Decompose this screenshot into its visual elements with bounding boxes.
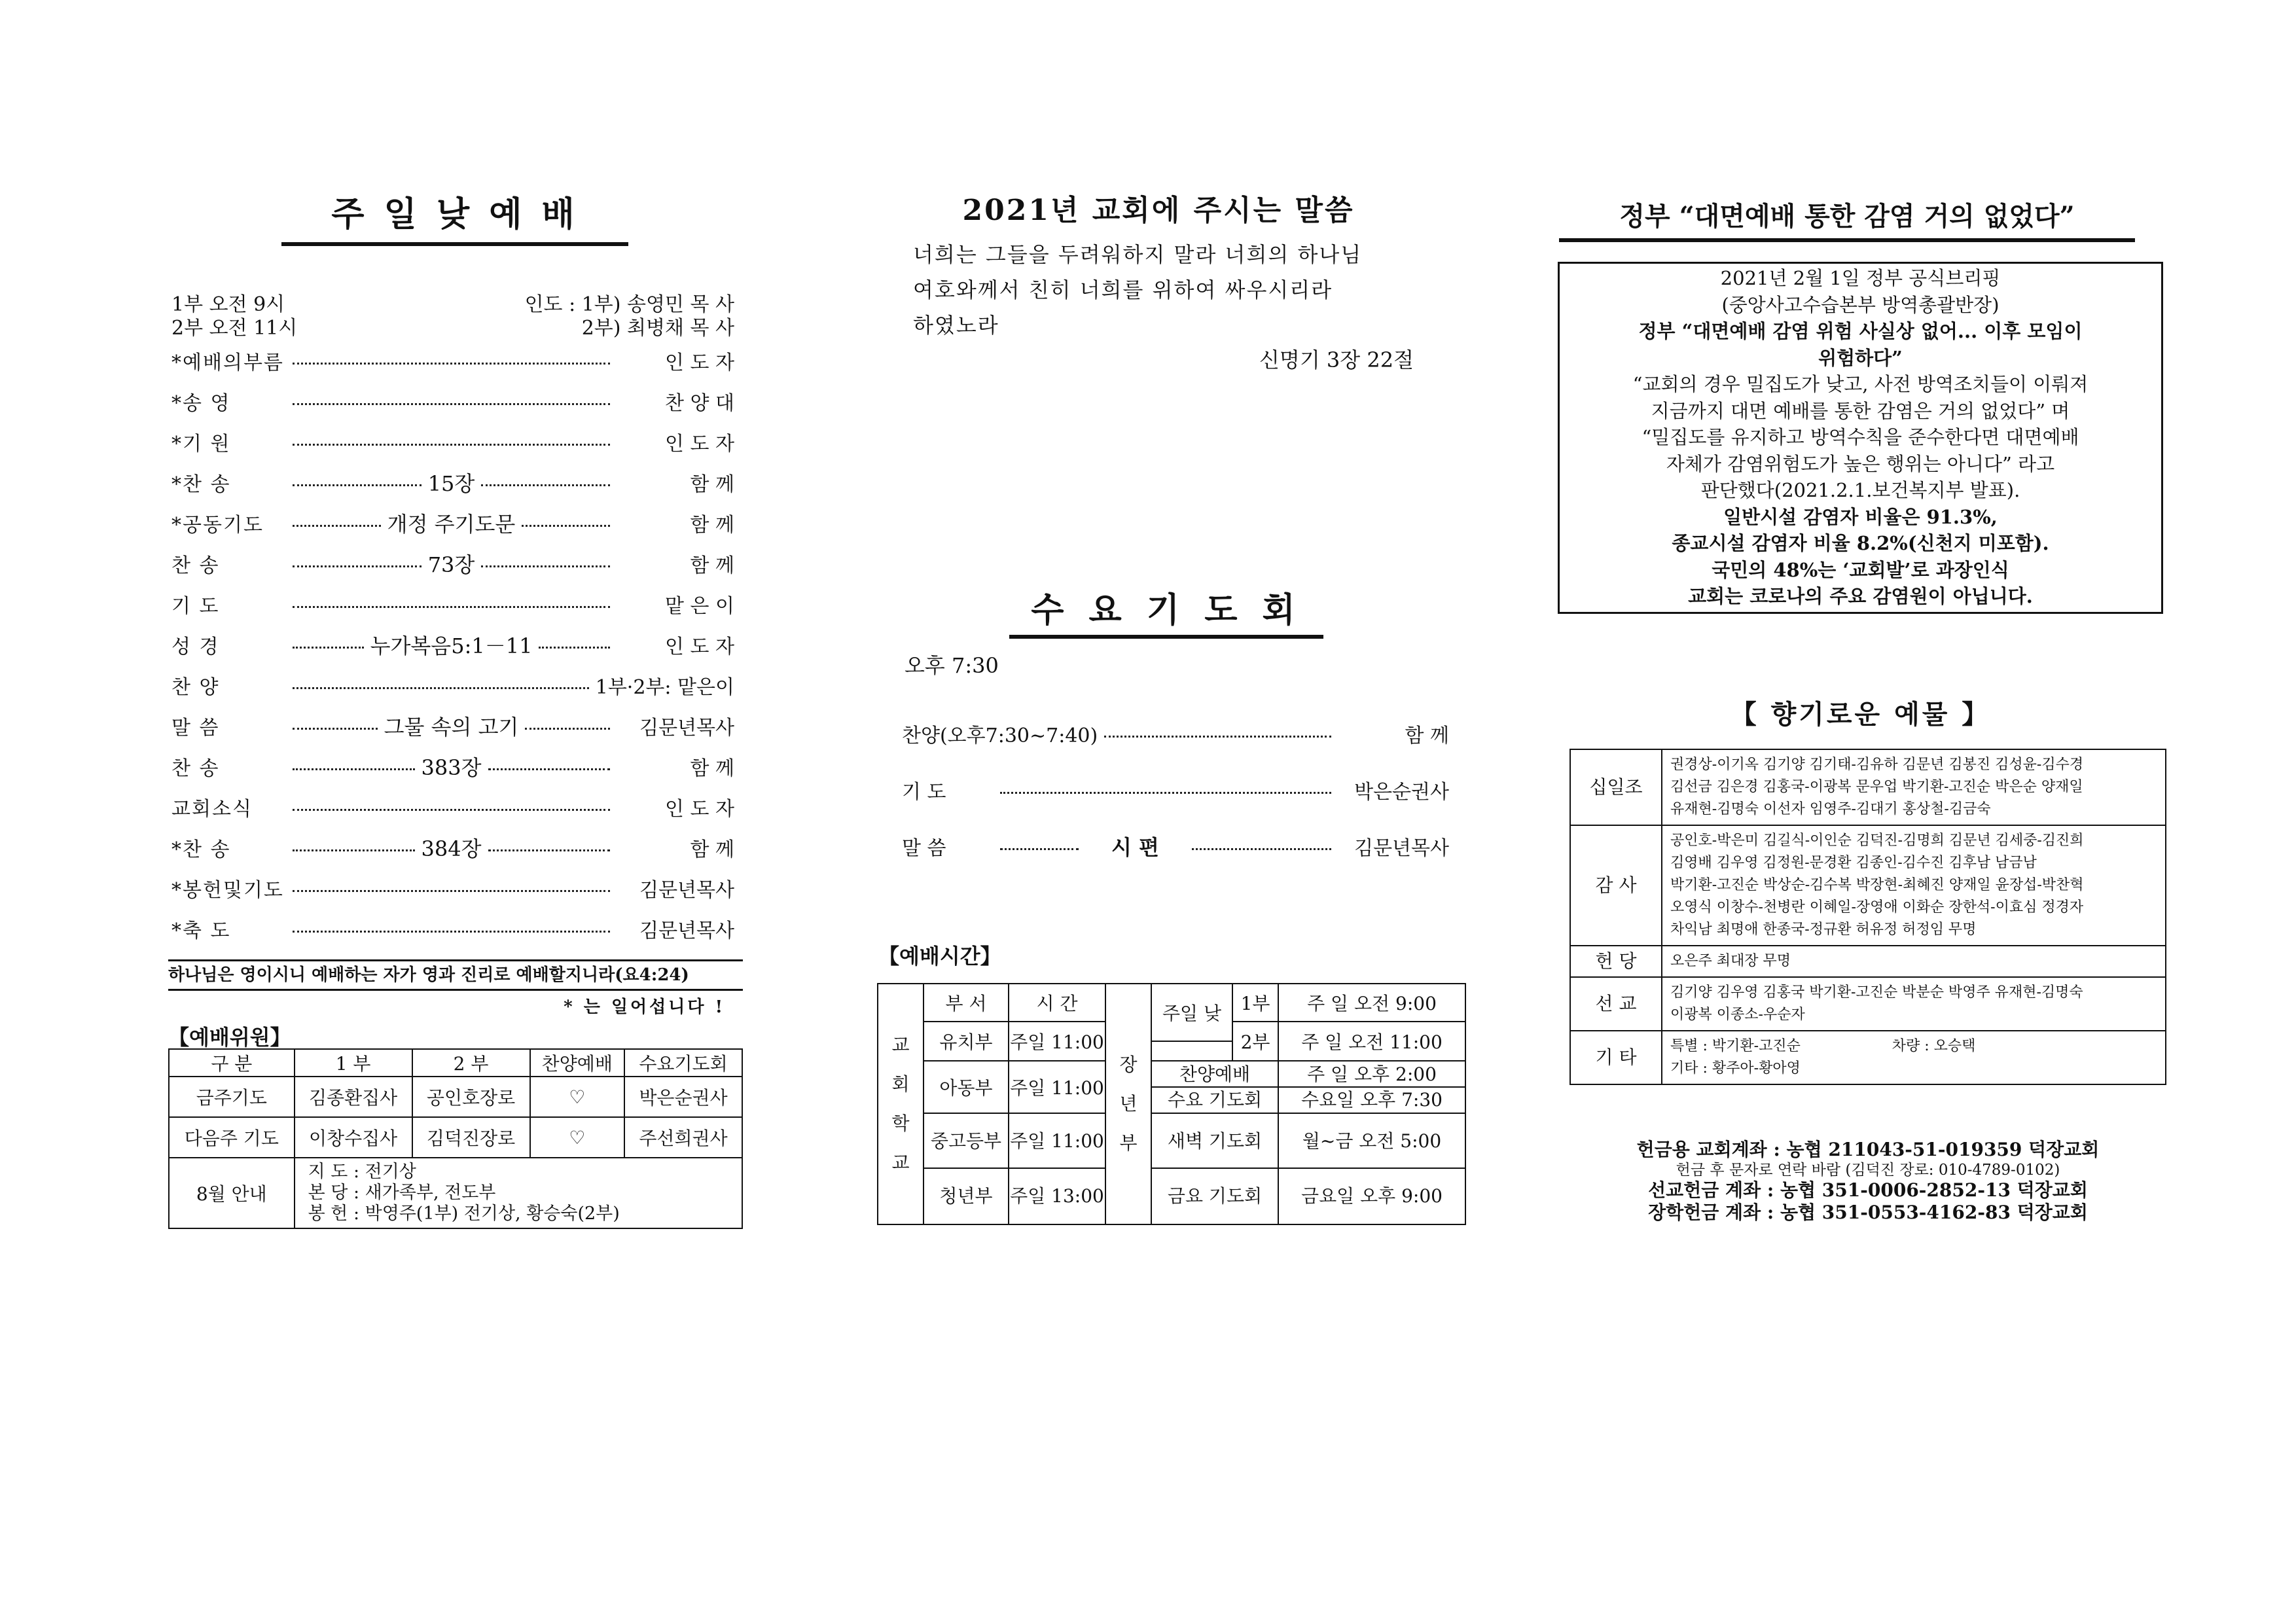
gift-line: 권경상-이기옥 김기양 김기태-김유하 김문년 김봉진 김성윤-김수경 bbox=[1670, 757, 2084, 773]
order-item bbox=[171, 665, 734, 705]
gift-names bbox=[1662, 825, 2166, 946]
order-item-person: 1부·2부: 맡은이 bbox=[595, 676, 734, 699]
gift-line: 유재현-김명숙 이선자 임영주-김대기 홍상철-김금숙 bbox=[1670, 801, 1991, 817]
school-label: 교 회 학 교 bbox=[878, 984, 924, 1224]
year-verse-body bbox=[913, 237, 1362, 343]
order-item-detail: 개정 주기도문 bbox=[387, 512, 516, 537]
account-line: 장학헌금 계좌 : 농협 351-0553-4162-83 덕장교회 bbox=[1648, 1202, 2088, 1223]
order-item bbox=[171, 543, 734, 584]
order-item-person: 인 도 자 bbox=[664, 635, 734, 658]
year-verse-line: 하였노라 bbox=[913, 313, 999, 338]
adult-cell: 주 일 오후 2:00 bbox=[1279, 1061, 1465, 1088]
gift-line: 이광복 이종소-우순자 bbox=[1670, 1007, 1805, 1023]
order-item-label: *찬 송 bbox=[171, 473, 231, 496]
gift-table bbox=[1570, 749, 2166, 1085]
news-line: 종교시설 감염자 비율 8.2%(신천지 미포함). bbox=[1672, 532, 2049, 554]
gift-line: 김선금 김은경 김홍국-이광복 문우업 박기환-고진순 박은순 양재일 bbox=[1670, 779, 2083, 795]
wednesday-item bbox=[902, 770, 1449, 810]
adult-stack bbox=[1151, 1113, 1278, 1224]
committee-table bbox=[168, 1048, 743, 1229]
order-item-detail: 15장 bbox=[427, 471, 475, 496]
order-item bbox=[171, 868, 734, 908]
committee-title: 【예배위원】 bbox=[168, 1025, 291, 1050]
leader-dots bbox=[539, 647, 610, 649]
gift-line: 특별 : 박기환-고진순 차량 : 오승택 bbox=[1670, 1038, 1976, 1054]
wednesday-item-person: 김문년목사 bbox=[1354, 837, 1449, 860]
gift-line: 기타 : 황주아-황아영 bbox=[1670, 1060, 1801, 1077]
news-lines bbox=[1564, 265, 2157, 610]
august-line: 본 당 : 새가족부, 전도부 bbox=[308, 1183, 496, 1203]
news-box bbox=[1558, 262, 2163, 614]
leader-dots bbox=[293, 849, 415, 851]
order-item-detail: 누가복음5:1－11 bbox=[370, 633, 533, 658]
committee-cell: 김종환집사 bbox=[295, 1077, 412, 1117]
gift-row bbox=[1570, 1031, 2166, 1084]
leader-dots bbox=[293, 687, 589, 689]
order-item-person: 함 께 bbox=[690, 757, 734, 780]
news-line: (중앙사고수습본부 방역총괄반장) bbox=[1721, 293, 2000, 316]
news-line: 자체가 감염위험도가 높은 행위는 아니다” 라고 bbox=[1666, 452, 2055, 475]
committee-cell: 이창수집사 bbox=[295, 1117, 412, 1158]
adult-cell: 2부 bbox=[1232, 1022, 1278, 1061]
gift-line: 차익남 최명애 한종국-정규환 허유정 허정임 무명 bbox=[1670, 921, 1977, 938]
gift-row bbox=[1570, 977, 2166, 1031]
wednesday-item-label: 기 도 bbox=[902, 781, 946, 804]
committee-header: 구 분 bbox=[169, 1049, 295, 1077]
wednesday-item-label: 말 씀 bbox=[902, 837, 946, 860]
school-stack bbox=[1009, 1113, 1105, 1224]
leader-dots bbox=[1192, 848, 1331, 850]
order-item-label: *예배의부름 bbox=[171, 351, 284, 374]
order-item-person: 함 께 bbox=[690, 514, 734, 537]
leader-dots bbox=[1104, 736, 1331, 738]
news-line: “밀집도를 유지하고 방역수칙을 준수한다면 대면예배 bbox=[1641, 426, 2079, 448]
order-item-detail: 384장 bbox=[421, 836, 482, 861]
leader-dots bbox=[1000, 792, 1331, 794]
order-item-person: 김문년목사 bbox=[639, 919, 734, 942]
adult-cell: 찬양예배 bbox=[1152, 1061, 1278, 1088]
schedule-table bbox=[877, 983, 1466, 1225]
news-title: 정부 “대면예배 통한 감염 거의 없었다” bbox=[1559, 196, 2135, 242]
stand-note: * 는 일어섭니다 ! bbox=[564, 997, 725, 1017]
gift-line: 오영식 이창수-천병란 이혜일-장영애 이화순 장한석-이효심 정경자 bbox=[1670, 899, 2084, 916]
school-header: 시 간 bbox=[1009, 984, 1105, 1022]
gift-line: 공인호-박은미 김길식-이인순 김덕진-김명희 김문년 김세중-김진희 bbox=[1670, 832, 2084, 849]
leader-dots bbox=[293, 363, 610, 365]
gift-category: 헌 당 bbox=[1570, 946, 1662, 977]
order-item-person: 함 께 bbox=[690, 473, 735, 496]
school-cell: 주일 11:00 bbox=[1009, 1061, 1105, 1113]
august-line: 지 도 : 전기상 bbox=[308, 1162, 416, 1182]
leader-dots bbox=[293, 931, 610, 933]
news-line: 2021년 2월 1일 정부 공식브리핑 bbox=[1720, 267, 2001, 289]
leader-dots bbox=[293, 768, 415, 770]
service-time-first: 1부 오전 9시 bbox=[171, 293, 285, 316]
committee-cell: 공인호장로 bbox=[412, 1077, 530, 1117]
august-info bbox=[295, 1158, 742, 1228]
order-item bbox=[171, 421, 734, 462]
order-item-label: *공동기도 bbox=[171, 514, 264, 537]
committee-header: 찬양예배 bbox=[530, 1049, 624, 1077]
gift-row bbox=[1570, 749, 2166, 825]
schedule-title: 【예배시간】 bbox=[878, 944, 1001, 969]
year-verse-line: 여호와께서 친히 너희를 위하여 싸우시리라 bbox=[913, 277, 1333, 302]
leader-second: 2부) 최병채 목 사 bbox=[581, 317, 734, 340]
year-verse-reference: 신명기 3장 22절 bbox=[1259, 348, 1414, 372]
order-item-person: 인 도 자 bbox=[664, 351, 734, 374]
leader-dots bbox=[481, 484, 610, 486]
adult-cell: 주 일 오전 9:00 bbox=[1278, 984, 1465, 1022]
leader-dots bbox=[293, 647, 364, 649]
committee-header: 2 부 bbox=[412, 1049, 530, 1077]
committee-cell: 다음주 기도 bbox=[169, 1117, 295, 1158]
adult-cell: 금요일 오후 9:00 bbox=[1301, 1185, 1443, 1207]
news-line: 일반시설 감염자 비율은 91.3%, bbox=[1723, 505, 1998, 528]
school-cell: 중고등부 bbox=[924, 1114, 1008, 1169]
leader-first: 인도 : 1부) 송영민 목 사 bbox=[524, 293, 734, 316]
year-verse-line: 너희는 그들을 두려워하지 말라 너희의 하나님 bbox=[913, 242, 1363, 267]
school-cell: 유치부 bbox=[924, 1022, 1009, 1061]
leader-dots bbox=[293, 606, 610, 608]
order-item-label: 말 씀 bbox=[171, 717, 220, 740]
gift-names bbox=[1662, 1031, 2166, 1084]
order-item-label: 성 경 bbox=[171, 635, 220, 658]
committee-header: 수요기도회 bbox=[624, 1049, 742, 1077]
order-item-person: 김문년목사 bbox=[639, 879, 734, 902]
account-line: 헌금용 교회계좌 : 농협 211043-51-019359 덕장교회 bbox=[1636, 1139, 2100, 1160]
order-item-person: 맡 은 이 bbox=[664, 595, 734, 618]
order-item-label: *축 도 bbox=[171, 919, 231, 942]
august-line: 봉 헌 : 박영주(1부) 전기상, 황승숙(2부) bbox=[308, 1204, 620, 1224]
leader-dots bbox=[293, 484, 422, 486]
gift-names bbox=[1662, 946, 2166, 977]
adult-cell: 금요 기도회 bbox=[1167, 1185, 1263, 1207]
adult-label: 장 년 부 bbox=[1105, 984, 1151, 1224]
order-item-label: 찬 양 bbox=[171, 676, 220, 699]
service-time-second: 2부 오전 11시 bbox=[171, 317, 298, 340]
gift-line: 김기양 김우영 김홍국 박기환-고진순 박분순 박영주 유재현-김명숙 bbox=[1670, 984, 2083, 1001]
news-line: 정부 “대면예배 감염 위험 사실상 없어... 이후 모임이 bbox=[1638, 320, 2083, 342]
order-item bbox=[171, 787, 734, 827]
order-item bbox=[171, 340, 734, 381]
leader-dots bbox=[488, 768, 611, 770]
order-item-person: 김문년목사 bbox=[639, 717, 735, 740]
committee-header: 1 부 bbox=[295, 1049, 412, 1077]
adult-stack bbox=[1278, 1113, 1465, 1224]
wednesday-item bbox=[902, 713, 1449, 754]
account-line: 선교헌금 계좌 : 농협 351-0006-2852-13 덕장교회 bbox=[1648, 1179, 2088, 1201]
news-line: 판단했다(2021.2.1.보건복지부 발표). bbox=[1700, 479, 2020, 501]
leader-dots bbox=[1000, 848, 1079, 850]
adult-cell: 주일 낮 bbox=[1151, 984, 1232, 1041]
order-item bbox=[171, 908, 734, 949]
committee-cell: 금주기도 bbox=[169, 1077, 295, 1117]
school-cell: 주일 11:00 bbox=[1009, 1022, 1105, 1061]
order-item bbox=[171, 462, 734, 503]
year-verse-title: 2021년 교회에 주시는 말씀 bbox=[962, 194, 1355, 227]
committee-cell: ♡ bbox=[530, 1117, 624, 1158]
school-cell: 주일 13:00 bbox=[1010, 1185, 1104, 1207]
gift-category: 기 타 bbox=[1570, 1031, 1662, 1084]
leader-dots bbox=[293, 728, 378, 730]
accounts-box bbox=[1570, 1139, 2166, 1224]
order-item bbox=[171, 624, 734, 665]
order-item-label: 찬 송 bbox=[171, 554, 220, 577]
gift-names bbox=[1662, 977, 2166, 1031]
order-item bbox=[171, 381, 734, 421]
adult-cell: 수요 기도회 bbox=[1167, 1089, 1263, 1111]
news-line: 교회는 코로나의 주요 감염원이 아닙니다. bbox=[1688, 585, 2033, 607]
leader-dots bbox=[522, 525, 610, 527]
wednesday-title: 수 요 기 도 회 bbox=[1009, 588, 1323, 639]
bible-verse: 하나님은 영이시니 예배하는 자가 영과 진리로 예배할지니라(요4:24) bbox=[168, 959, 743, 991]
wednesday-item bbox=[902, 826, 1449, 866]
order-item-person: 함 께 bbox=[690, 554, 735, 577]
gift-line: 오은주 최대장 무명 bbox=[1670, 953, 1791, 969]
news-line: 지금까지 대면 예배를 통한 감염은 거의 없었다” 며 bbox=[1651, 399, 2070, 422]
news-line: “교회의 경우 밀집도가 낮고, 사전 방역조치들이 이뤄져 bbox=[1632, 373, 2089, 395]
august-label: 8월 안내 bbox=[169, 1158, 295, 1228]
news-line: 위험하다” bbox=[1818, 346, 1903, 369]
order-item-label: 찬 송 bbox=[171, 757, 220, 780]
order-item-label: *봉헌및기도 bbox=[171, 879, 284, 902]
gift-row bbox=[1570, 825, 2166, 946]
order-item bbox=[171, 746, 734, 787]
gift-category: 선 교 bbox=[1570, 977, 1662, 1031]
adult-cell: 월~금 오전 5:00 bbox=[1279, 1114, 1465, 1169]
leader-dots bbox=[481, 565, 610, 567]
worship-title: 주 일 낮 예 배 bbox=[281, 188, 628, 246]
order-item bbox=[171, 705, 734, 746]
order-item-person: 함 께 bbox=[690, 838, 734, 861]
wednesday-item-label: 찬양(오후7:30~7:40) bbox=[902, 724, 1098, 747]
school-cell: 아동부 bbox=[924, 1061, 1009, 1113]
order-item-person: 인 도 자 bbox=[664, 433, 734, 455]
gift-row bbox=[1570, 946, 2166, 977]
adult-cell: 새벽 기도회 bbox=[1152, 1114, 1278, 1169]
leader-dots bbox=[525, 728, 610, 730]
order-item-detail: 그물 속의 고기 bbox=[384, 715, 519, 740]
order-item-label: *기 원 bbox=[171, 433, 231, 455]
news-line: 국민의 48%는 ‘교회발’로 과장인식 bbox=[1712, 558, 2009, 581]
order-item bbox=[171, 503, 734, 543]
school-stack bbox=[924, 1113, 1009, 1224]
wednesday-item-person: 함 께 bbox=[1405, 724, 1449, 747]
adult-stack bbox=[1278, 1061, 1465, 1113]
wednesday-item-person: 박은순권사 bbox=[1354, 781, 1449, 804]
leader-dots bbox=[293, 565, 422, 567]
school-cell: 주일 11:00 bbox=[1009, 1114, 1105, 1169]
order-item-person: 인 도 자 bbox=[664, 798, 734, 821]
wednesday-time: 오후 7:30 bbox=[905, 653, 999, 678]
leader-dots bbox=[293, 444, 610, 446]
committee-cell: 주선희권사 bbox=[624, 1117, 742, 1158]
adult-cell: 주 일 오전 11:00 bbox=[1278, 1022, 1465, 1061]
gift-category: 감 사 bbox=[1570, 825, 1662, 946]
order-item-label: *송 영 bbox=[171, 392, 231, 415]
account-line: 헌금 후 문자로 연락 바람 (김덕진 장로: 010-4789-0102) bbox=[1676, 1162, 2060, 1179]
gift-line: 김영배 김우영 김정원-문경환 김종인-김수진 김후남 남금남 bbox=[1670, 855, 2037, 871]
leader-dots bbox=[293, 525, 381, 527]
committee-cell: 김덕진장로 bbox=[412, 1117, 530, 1158]
leader-dots bbox=[293, 809, 610, 811]
order-item bbox=[171, 584, 734, 624]
school-cell: 청년부 bbox=[939, 1185, 993, 1207]
order-item-label: 기 도 bbox=[171, 595, 220, 618]
gift-category: 십일조 bbox=[1570, 749, 1662, 825]
order-item-detail: 73장 bbox=[427, 552, 475, 577]
adult-cell: 수요일 오후 7:30 bbox=[1301, 1089, 1443, 1111]
wednesday-item-detail: 시 편 bbox=[1111, 835, 1159, 860]
order-item bbox=[171, 827, 734, 868]
gift-names bbox=[1662, 749, 2166, 825]
school-header: 부 서 bbox=[924, 984, 1009, 1022]
adult-cell: 1부 bbox=[1232, 984, 1278, 1022]
adult-stack bbox=[1151, 1061, 1278, 1113]
gift-title: 【 향기로운 예물 】 bbox=[1730, 699, 1991, 730]
order-item-label: *찬 송 bbox=[171, 838, 231, 861]
order-item-person: 찬 양 대 bbox=[664, 392, 734, 415]
order-item-label: 교회소식 bbox=[171, 798, 253, 821]
committee-cell: ♡ bbox=[530, 1077, 624, 1117]
leader-dots bbox=[488, 849, 611, 851]
leader-dots bbox=[293, 890, 610, 892]
gift-line: 박기환-고진순 박상순-김수복 박장현-최혜진 양재일 윤장섭-박찬혁 bbox=[1670, 877, 2084, 893]
committee-cell: 박은순권사 bbox=[624, 1077, 742, 1117]
leader-dots bbox=[293, 403, 610, 405]
order-item-detail: 383장 bbox=[421, 755, 482, 780]
